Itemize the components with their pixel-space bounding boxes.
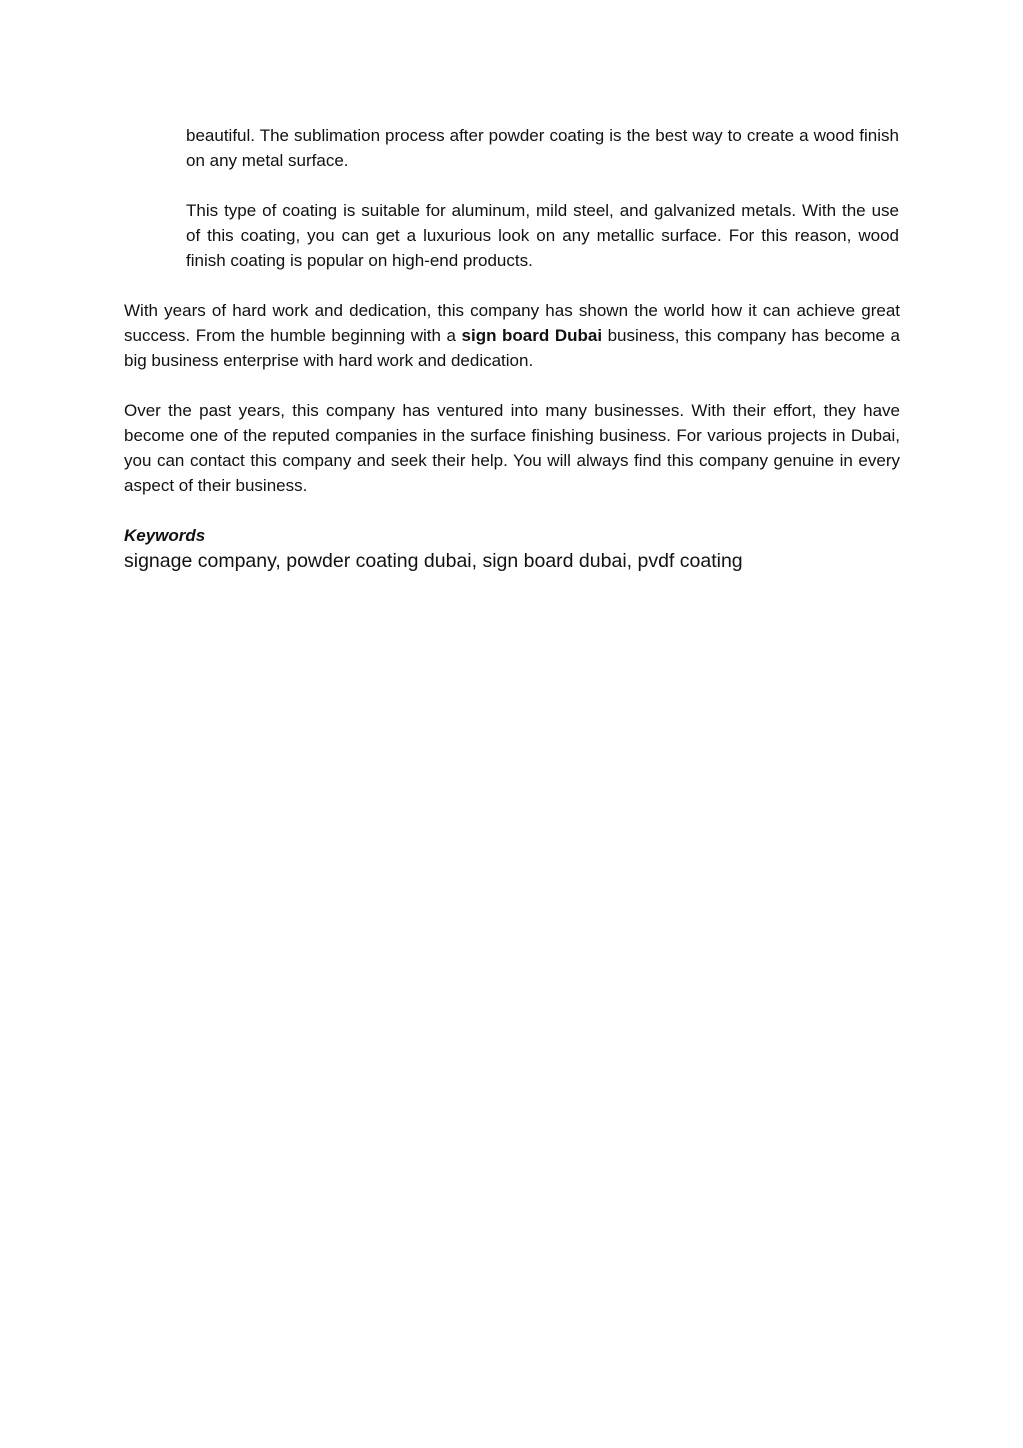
paragraph-text: business, this company has become a big business enterprise with hard work and dedication. xyxy=(124,326,901,370)
paragraph-company-ventures: Over the past years, this company has ventured into many businesses. With their effort, they have become one of the reputed companies in the surface finishing business. For various projects in Dubai, you can contact this company and seek their help. You will always find this company genuine in every aspect of their business. xyxy=(124,401,900,495)
paragraph-coating-suitability: This type of coating is suitable for aluminum, mild steel, and galvanized metals. With the use of this coating, you can get a luxurious look on any metallic surface. For this reason, wood finish coating is popular on high-end products. xyxy=(186,201,899,270)
paragraph-company-history xyxy=(124,298,900,373)
bold-keyword: sign board Dubai xyxy=(461,326,603,345)
paragraph-text: With years of hard work and dedication, this company has shown the world how it can achieve great success. From the humble beginning with a xyxy=(124,301,900,345)
keywords-heading: Keywords xyxy=(124,526,206,545)
paragraph-sublimation: beautiful. The sublimation process after powder coating is the best way to create a wood finish on any metal surface. xyxy=(186,126,899,170)
keywords-list: signage company, powder coating dubai, sign board dubai, pvdf coating xyxy=(124,550,743,572)
